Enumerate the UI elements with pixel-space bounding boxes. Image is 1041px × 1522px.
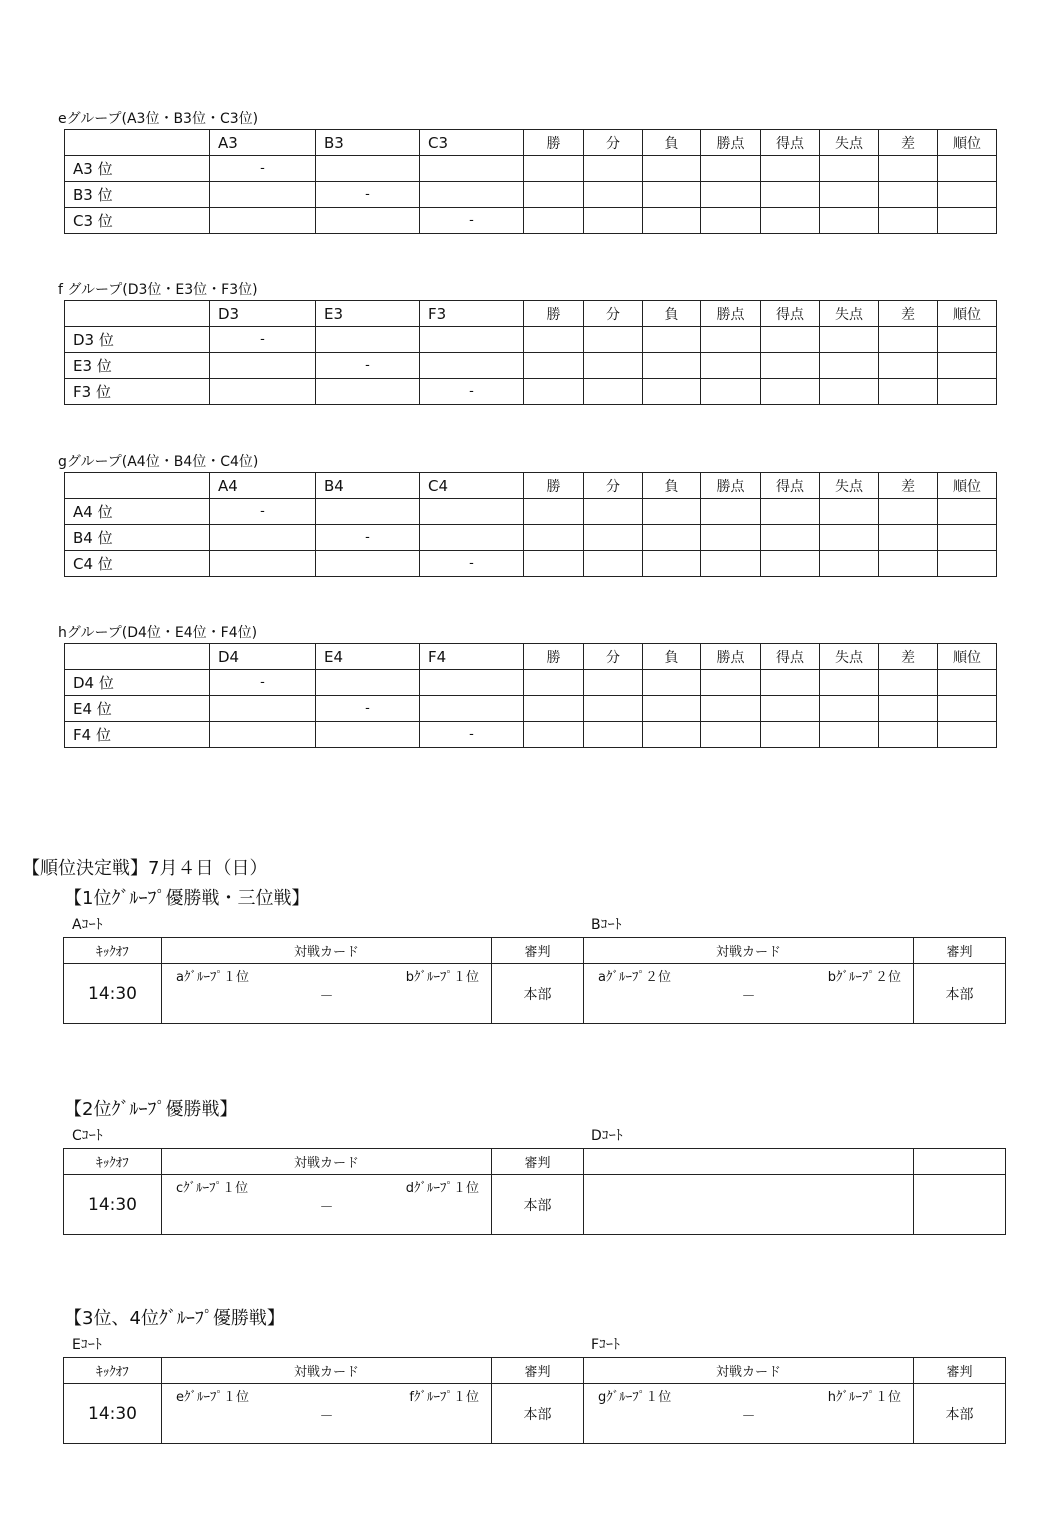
- stat-cell[interactable]: [524, 696, 584, 722]
- match-row: [64, 1175, 1006, 1235]
- stat-cell[interactable]: [584, 551, 643, 577]
- stat-cell[interactable]: [820, 499, 879, 525]
- column-header: E4: [316, 644, 420, 670]
- stat-cell[interactable]: [879, 156, 938, 182]
- stat-cell[interactable]: [761, 156, 820, 182]
- stat-cell[interactable]: [584, 208, 643, 234]
- self-match-cell: -: [420, 722, 524, 748]
- team-2: hｸﾞﾙｰﾌﾟ１位: [827, 1390, 901, 1405]
- column-header: 負: [643, 644, 701, 670]
- column-header: 分: [584, 473, 643, 499]
- stat-cell[interactable]: [879, 379, 938, 405]
- stat-cell[interactable]: [524, 499, 584, 525]
- stat-cell[interactable]: [584, 670, 643, 696]
- match-header-row: [64, 1149, 1006, 1175]
- stat-cell[interactable]: [643, 551, 701, 577]
- match-table: [63, 937, 1006, 1024]
- league-table: [64, 472, 997, 577]
- court-label: Cｺｰﾄ: [72, 1128, 103, 1144]
- versus-dash: －: [319, 1409, 334, 1425]
- stat-cell[interactable]: [584, 722, 643, 748]
- stat-cell[interactable]: [524, 208, 584, 234]
- referee-cell: 本部: [914, 964, 1006, 1024]
- column-header: 勝: [524, 473, 584, 499]
- row-label: C4 位: [65, 551, 210, 577]
- stat-cell[interactable]: [761, 182, 820, 208]
- result-cell[interactable]: [420, 353, 524, 379]
- stat-cell[interactable]: [938, 353, 997, 379]
- stat-cell[interactable]: [820, 670, 879, 696]
- kickoff-header: ｷｯｸｵﾌ: [64, 1149, 162, 1175]
- match-header-row: [64, 1358, 1006, 1384]
- column-header: 順位: [938, 644, 997, 670]
- stat-cell[interactable]: [879, 525, 938, 551]
- team-1: cｸﾞﾙｰﾌﾟ１位: [176, 1181, 249, 1196]
- column-header: 得点: [761, 473, 820, 499]
- corner-cell: [65, 473, 210, 499]
- column-header: 失点: [820, 644, 879, 670]
- table-row: [65, 353, 997, 379]
- table-header-row: [65, 301, 997, 327]
- card-header: 対戦カード: [584, 1358, 914, 1384]
- result-cell[interactable]: [316, 327, 420, 353]
- team-1: aｸﾞﾙｰﾌﾟ１位: [176, 970, 249, 985]
- table-row: [65, 327, 997, 353]
- self-match-cell: -: [210, 670, 316, 696]
- match-card[interactable]: [584, 1384, 914, 1444]
- card-header: 対戦カード: [162, 1149, 492, 1175]
- column-header: 失点: [820, 301, 879, 327]
- stat-cell[interactable]: [938, 156, 997, 182]
- stat-cell[interactable]: [879, 327, 938, 353]
- stat-cell[interactable]: [643, 379, 701, 405]
- group-title: hグループ(D4位・E4位・F4位): [58, 625, 258, 641]
- result-cell[interactable]: [316, 551, 420, 577]
- column-header: C4: [420, 473, 524, 499]
- result-cell[interactable]: [210, 182, 316, 208]
- stat-cell[interactable]: [820, 182, 879, 208]
- stat-cell[interactable]: [938, 182, 997, 208]
- column-header: 分: [584, 644, 643, 670]
- column-header: 勝: [524, 130, 584, 156]
- self-match-cell: -: [210, 327, 316, 353]
- stat-cell[interactable]: [524, 670, 584, 696]
- team-1: eｸﾞﾙｰﾌﾟ１位: [176, 1390, 249, 1405]
- column-header: F3: [420, 301, 524, 327]
- column-header: D4: [210, 644, 316, 670]
- team-1: gｸﾞﾙｰﾌﾟ１位: [598, 1390, 672, 1405]
- table-row: [65, 208, 997, 234]
- stat-cell[interactable]: [524, 722, 584, 748]
- stat-cell[interactable]: [701, 722, 761, 748]
- stat-cell[interactable]: [584, 525, 643, 551]
- table-row: [65, 551, 997, 577]
- result-cell[interactable]: [210, 208, 316, 234]
- stat-cell[interactable]: [820, 208, 879, 234]
- row-label: A4 位: [65, 499, 210, 525]
- stat-cell[interactable]: [938, 379, 997, 405]
- stat-cell[interactable]: [879, 499, 938, 525]
- table-header-row: [65, 130, 997, 156]
- column-header: 勝: [524, 301, 584, 327]
- stat-cell[interactable]: [643, 208, 701, 234]
- result-cell[interactable]: [420, 670, 524, 696]
- self-match-cell: -: [420, 208, 524, 234]
- column-header: 差: [879, 644, 938, 670]
- match-card[interactable]: [162, 1175, 492, 1235]
- group-title: eグループ(A3位・B3位・C3位): [58, 111, 259, 127]
- referee-cell: 本部: [492, 1175, 584, 1235]
- stat-cell[interactable]: [701, 182, 761, 208]
- team-2: fｸﾞﾙｰﾌﾟ１位: [409, 1390, 479, 1405]
- result-cell[interactable]: [210, 379, 316, 405]
- stat-cell[interactable]: [701, 551, 761, 577]
- stat-cell[interactable]: [761, 208, 820, 234]
- league-table: [64, 643, 997, 748]
- referee-header: 審判: [492, 1149, 584, 1175]
- card-header: 対戦カード: [162, 938, 492, 964]
- column-header: 負: [643, 130, 701, 156]
- match-row: [64, 1384, 1006, 1444]
- stat-cell[interactable]: [584, 156, 643, 182]
- result-cell[interactable]: [420, 182, 524, 208]
- match-table: [63, 1148, 1006, 1235]
- corner-cell: [65, 644, 210, 670]
- stat-cell[interactable]: [701, 670, 761, 696]
- stat-cell[interactable]: [643, 525, 701, 551]
- card-header: [584, 1149, 914, 1175]
- table-row: [65, 156, 997, 182]
- stat-cell[interactable]: [643, 670, 701, 696]
- court-label: Dｺｰﾄ: [591, 1128, 623, 1144]
- row-label: A3 位: [65, 156, 210, 182]
- column-header: A4: [210, 473, 316, 499]
- stat-cell[interactable]: [761, 722, 820, 748]
- card-header: 対戦カード: [584, 938, 914, 964]
- stat-cell[interactable]: [761, 551, 820, 577]
- result-cell[interactable]: [420, 327, 524, 353]
- league-table: [64, 300, 997, 405]
- stat-cell[interactable]: [879, 696, 938, 722]
- column-header: 勝点: [701, 644, 761, 670]
- stat-cell[interactable]: [701, 156, 761, 182]
- table-row: [65, 670, 997, 696]
- stat-cell[interactable]: [524, 525, 584, 551]
- column-header: 差: [879, 130, 938, 156]
- kickoff-time: 14:30: [64, 1384, 162, 1444]
- versus-dash: －: [741, 989, 756, 1005]
- versus-dash: －: [319, 1200, 334, 1216]
- team-2: bｸﾞﾙｰﾌﾟ２位: [827, 970, 901, 985]
- row-label: E3 位: [65, 353, 210, 379]
- self-match-cell: -: [316, 182, 420, 208]
- column-header: 負: [643, 473, 701, 499]
- result-cell[interactable]: [420, 696, 524, 722]
- stat-cell[interactable]: [761, 353, 820, 379]
- column-header: A3: [210, 130, 316, 156]
- match-card[interactable]: [162, 1384, 492, 1444]
- stat-cell[interactable]: [938, 722, 997, 748]
- section-title: 【2位ｸﾞﾙｰﾌﾟ優勝戦】: [64, 1099, 238, 1120]
- column-header: B4: [316, 473, 420, 499]
- stat-cell[interactable]: [938, 525, 997, 551]
- table-row: [65, 499, 997, 525]
- column-header: 失点: [820, 473, 879, 499]
- referee-cell: 本部: [914, 1384, 1006, 1444]
- result-cell[interactable]: [210, 353, 316, 379]
- result-cell[interactable]: [210, 551, 316, 577]
- result-cell[interactable]: [210, 525, 316, 551]
- group-title: gグループ(A4位・B4位・C4位): [58, 454, 259, 470]
- stat-cell[interactable]: [524, 353, 584, 379]
- stat-cell[interactable]: [524, 551, 584, 577]
- stat-cell[interactable]: [643, 696, 701, 722]
- result-cell[interactable]: [316, 722, 420, 748]
- self-match-cell: -: [210, 156, 316, 182]
- kickoff-time: 14:30: [64, 1175, 162, 1235]
- league-table: [64, 129, 997, 234]
- stat-cell[interactable]: [524, 182, 584, 208]
- column-header: 得点: [761, 301, 820, 327]
- court-label: Fｺｰﾄ: [591, 1337, 621, 1353]
- kickoff-header: ｷｯｸｵﾌ: [64, 938, 162, 964]
- stat-cell[interactable]: [524, 379, 584, 405]
- row-label: B3 位: [65, 182, 210, 208]
- result-cell[interactable]: [210, 722, 316, 748]
- referee-cell: 本部: [492, 1384, 584, 1444]
- stat-cell[interactable]: [584, 353, 643, 379]
- row-label: C3 位: [65, 208, 210, 234]
- court-label: Eｺｰﾄ: [72, 1337, 102, 1353]
- match-table: [63, 1357, 1006, 1444]
- stat-cell[interactable]: [584, 499, 643, 525]
- card-header: 対戦カード: [162, 1358, 492, 1384]
- stat-cell[interactable]: [879, 353, 938, 379]
- result-cell[interactable]: [420, 499, 524, 525]
- column-header: 順位: [938, 130, 997, 156]
- referee-header: 審判: [914, 1358, 1006, 1384]
- column-header: 勝点: [701, 301, 761, 327]
- stat-cell[interactable]: [643, 182, 701, 208]
- column-header: C3: [420, 130, 524, 156]
- result-cell[interactable]: [420, 156, 524, 182]
- column-header: 得点: [761, 130, 820, 156]
- column-header: B3: [316, 130, 420, 156]
- stat-cell[interactable]: [643, 499, 701, 525]
- self-match-cell: -: [420, 379, 524, 405]
- column-header: 勝点: [701, 130, 761, 156]
- stat-cell[interactable]: [879, 551, 938, 577]
- referee-header: 審判: [914, 938, 1006, 964]
- kickoff-time: 14:30: [64, 964, 162, 1024]
- stat-cell[interactable]: [820, 696, 879, 722]
- self-match-cell: -: [316, 353, 420, 379]
- stat-cell[interactable]: [524, 156, 584, 182]
- stat-cell[interactable]: [643, 156, 701, 182]
- table-row: [65, 525, 997, 551]
- versus-dash: －: [741, 1409, 756, 1425]
- stat-cell[interactable]: [701, 379, 761, 405]
- column-header: 順位: [938, 473, 997, 499]
- table-row: [65, 182, 997, 208]
- stat-cell[interactable]: [938, 670, 997, 696]
- result-cell[interactable]: [316, 499, 420, 525]
- stat-cell[interactable]: [701, 696, 761, 722]
- stat-cell[interactable]: [879, 722, 938, 748]
- stat-cell[interactable]: [938, 551, 997, 577]
- result-cell[interactable]: [210, 696, 316, 722]
- stat-cell[interactable]: [761, 525, 820, 551]
- stat-cell[interactable]: [820, 156, 879, 182]
- self-match-cell: -: [316, 696, 420, 722]
- row-label: B4 位: [65, 525, 210, 551]
- team-2: dｸﾞﾙｰﾌﾟ１位: [405, 1181, 479, 1196]
- row-label: D3 位: [65, 327, 210, 353]
- match-card[interactable]: [162, 964, 492, 1024]
- match-card[interactable]: [584, 964, 914, 1024]
- column-header: 勝: [524, 644, 584, 670]
- stat-cell[interactable]: [761, 379, 820, 405]
- column-header: F4: [420, 644, 524, 670]
- stat-cell[interactable]: [761, 499, 820, 525]
- corner-cell: [65, 130, 210, 156]
- ranking-heading: 【順位決定戦】7月４日（日）: [22, 858, 268, 879]
- stat-cell[interactable]: [643, 327, 701, 353]
- team-1: aｸﾞﾙｰﾌﾟ２位: [598, 970, 671, 985]
- team-2: bｸﾞﾙｰﾌﾟ１位: [405, 970, 479, 985]
- stat-cell[interactable]: [820, 353, 879, 379]
- column-header: 差: [879, 473, 938, 499]
- section-title: 【3位、4位ｸﾞﾙｰﾌﾟ優勝戦】: [64, 1308, 285, 1329]
- table-row: [65, 696, 997, 722]
- match-card[interactable]: [584, 1175, 914, 1235]
- stat-cell[interactable]: [879, 182, 938, 208]
- column-header: E3: [316, 301, 420, 327]
- stat-cell[interactable]: [820, 379, 879, 405]
- result-cell[interactable]: [316, 208, 420, 234]
- section-title: 【1位ｸﾞﾙｰﾌﾟ優勝戦・三位戦】: [64, 888, 310, 909]
- stat-cell[interactable]: [643, 722, 701, 748]
- column-header: 順位: [938, 301, 997, 327]
- result-cell[interactable]: [420, 525, 524, 551]
- corner-cell: [65, 301, 210, 327]
- kickoff-header: ｷｯｸｵﾌ: [64, 1358, 162, 1384]
- stat-cell[interactable]: [761, 670, 820, 696]
- result-cell[interactable]: [316, 156, 420, 182]
- row-label: F3 位: [65, 379, 210, 405]
- column-header: 勝点: [701, 473, 761, 499]
- referee-cell: 本部: [492, 964, 584, 1024]
- referee-header: [914, 1149, 1006, 1175]
- stat-cell[interactable]: [879, 208, 938, 234]
- stat-cell[interactable]: [584, 182, 643, 208]
- stat-cell[interactable]: [820, 551, 879, 577]
- stat-cell[interactable]: [701, 208, 761, 234]
- self-match-cell: -: [210, 499, 316, 525]
- stat-cell[interactable]: [938, 696, 997, 722]
- row-label: E4 位: [65, 696, 210, 722]
- stat-cell[interactable]: [761, 696, 820, 722]
- stat-cell[interactable]: [820, 327, 879, 353]
- stat-cell[interactable]: [584, 379, 643, 405]
- result-cell[interactable]: [316, 379, 420, 405]
- stat-cell[interactable]: [701, 353, 761, 379]
- column-header: 差: [879, 301, 938, 327]
- row-label: F4 位: [65, 722, 210, 748]
- referee-header: 審判: [492, 1358, 584, 1384]
- table-row: [65, 722, 997, 748]
- stat-cell[interactable]: [701, 499, 761, 525]
- match-header-row: [64, 938, 1006, 964]
- self-match-cell: -: [420, 551, 524, 577]
- column-header: 分: [584, 130, 643, 156]
- referee-cell: [914, 1175, 1006, 1235]
- row-label: D4 位: [65, 670, 210, 696]
- stat-cell[interactable]: [938, 327, 997, 353]
- referee-header: 審判: [492, 938, 584, 964]
- court-label: Aｺｰﾄ: [72, 917, 103, 933]
- versus-dash: －: [319, 989, 334, 1005]
- stat-cell[interactable]: [643, 353, 701, 379]
- table-row: [65, 379, 997, 405]
- stat-cell[interactable]: [879, 670, 938, 696]
- column-header: D3: [210, 301, 316, 327]
- stat-cell[interactable]: [820, 722, 879, 748]
- column-header: 負: [643, 301, 701, 327]
- stat-cell[interactable]: [938, 208, 997, 234]
- stat-cell[interactable]: [584, 327, 643, 353]
- table-header-row: [65, 473, 997, 499]
- result-cell[interactable]: [316, 670, 420, 696]
- column-header: 失点: [820, 130, 879, 156]
- table-header-row: [65, 644, 997, 670]
- column-header: 得点: [761, 644, 820, 670]
- stat-cell[interactable]: [584, 696, 643, 722]
- group-title: f グループ(D3位・E3位・F3位): [58, 282, 258, 298]
- self-match-cell: -: [316, 525, 420, 551]
- match-row: [64, 964, 1006, 1024]
- stat-cell[interactable]: [524, 327, 584, 353]
- court-label: Bｺｰﾄ: [591, 917, 622, 933]
- stat-cell[interactable]: [938, 499, 997, 525]
- stat-cell[interactable]: [701, 525, 761, 551]
- stat-cell[interactable]: [701, 327, 761, 353]
- stat-cell[interactable]: [761, 327, 820, 353]
- column-header: 分: [584, 301, 643, 327]
- stat-cell[interactable]: [820, 525, 879, 551]
